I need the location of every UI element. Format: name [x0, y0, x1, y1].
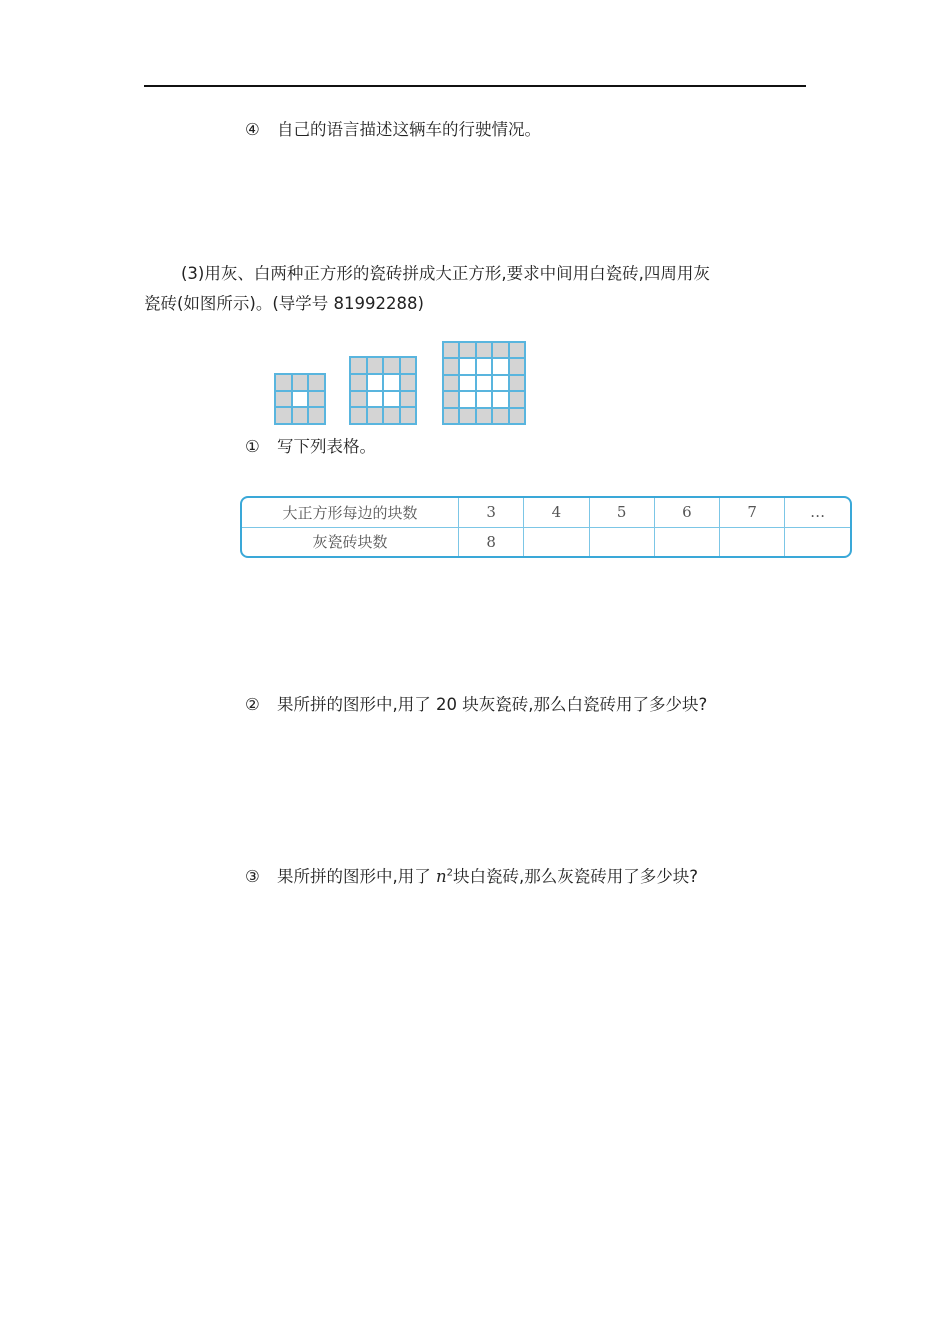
- sub-question-2-text: 果所拼的图形中,用了 20 块灰瓷砖,那么白瓷砖用了多少块?: [277, 695, 708, 714]
- gray-tile: [309, 375, 324, 390]
- white-tile: [493, 376, 507, 390]
- sub-question-3-text-pre: 果所拼的图形中,用了: [277, 867, 436, 886]
- gray-tile: [401, 358, 416, 373]
- white-tile: [460, 359, 474, 373]
- gray-tile: [477, 409, 491, 423]
- table-row: [242, 498, 850, 527]
- gray-tile: [401, 375, 416, 390]
- white-tile: [293, 392, 308, 407]
- gray-tile: [444, 392, 458, 406]
- circled-number-4: ④: [245, 120, 260, 139]
- question-3-line-1: (3)用灰、白两种正方形的瓷砖拼成大正方形,要求中间用白瓷砖,四周用灰: [181, 264, 710, 283]
- header-rule: [144, 85, 806, 87]
- gray-tile: [493, 343, 507, 357]
- gray-tile: [368, 408, 383, 423]
- white-tile: [477, 392, 491, 406]
- table-cell-blank[interactable]: [589, 527, 654, 556]
- sub-question-3-text-post: 块白瓷砖,那么灰瓷砖用了多少块?: [453, 867, 699, 886]
- table-cell-blank[interactable]: [654, 527, 719, 556]
- gray-tile: [368, 358, 383, 373]
- sub-question-1-line: [245, 436, 376, 458]
- tile-square-3x3: [274, 373, 326, 425]
- gray-tile: [444, 376, 458, 390]
- sub-question-1-text: 写下列表格。: [277, 437, 376, 456]
- gray-tile: [477, 343, 491, 357]
- exponent: 2: [446, 867, 454, 879]
- gray-tile: [444, 359, 458, 373]
- gray-tile: [510, 409, 524, 423]
- table-cell: 7: [720, 498, 785, 527]
- white-tile: [477, 359, 491, 373]
- gray-tile: [276, 392, 291, 407]
- tile-square-4x4: [349, 356, 417, 425]
- gray-tile: [384, 358, 399, 373]
- gray-tile: [444, 409, 458, 423]
- circled-number-2: ②: [245, 695, 260, 714]
- sub-question-2-line: [245, 694, 707, 716]
- sub-question-3-line: [245, 866, 698, 888]
- white-tile: [460, 392, 474, 406]
- gray-tile: [351, 408, 366, 423]
- white-tile: [384, 375, 399, 390]
- table-cell: 5: [589, 498, 654, 527]
- table-row: [242, 527, 850, 556]
- gray-tile: [293, 408, 308, 423]
- table-cell: 大正方形每边的块数: [242, 498, 459, 527]
- white-tile: [460, 376, 474, 390]
- white-tile: [493, 359, 507, 373]
- table-cell-blank[interactable]: [720, 527, 785, 556]
- question-4-text: 自己的语言描述这辆车的行驶情况。: [277, 120, 541, 139]
- gray-tile: [510, 392, 524, 406]
- gray-tile: [276, 375, 291, 390]
- gray-tile: [276, 408, 291, 423]
- white-tile: [368, 392, 383, 407]
- table-cell: 6: [654, 498, 719, 527]
- table-cell: 3: [459, 498, 524, 527]
- gray-tile: [384, 408, 399, 423]
- gray-tile: [309, 392, 324, 407]
- gray-tile: [351, 358, 366, 373]
- tile-count-table: [240, 496, 852, 558]
- gray-tile: [510, 376, 524, 390]
- gray-tile: [460, 343, 474, 357]
- gray-tile: [510, 343, 524, 357]
- table-cell: 4: [524, 498, 589, 527]
- table-cell-blank[interactable]: [785, 527, 850, 556]
- white-tile: [493, 392, 507, 406]
- question-4-line: [245, 119, 541, 141]
- gray-tile: [510, 359, 524, 373]
- gray-tile: [401, 392, 416, 407]
- table-cell-blank[interactable]: [524, 527, 589, 556]
- white-tile: [477, 376, 491, 390]
- variable-n: n: [436, 867, 447, 886]
- gray-tile: [493, 409, 507, 423]
- gray-tile: [309, 408, 324, 423]
- table-cell: …: [785, 498, 850, 527]
- white-tile: [384, 392, 399, 407]
- question-3-line-2: 瓷砖(如图所示)。(导学号 81992288): [144, 294, 424, 313]
- gray-tile: [460, 409, 474, 423]
- circled-number-1: ①: [245, 437, 260, 456]
- gray-tile: [444, 343, 458, 357]
- table-cell: 灰瓷砖块数: [242, 527, 459, 556]
- tile-square-5x5: [442, 341, 526, 425]
- gray-tile: [351, 392, 366, 407]
- table-cell: 8: [459, 527, 524, 556]
- gray-tile: [401, 408, 416, 423]
- white-tile: [368, 375, 383, 390]
- gray-tile: [293, 375, 308, 390]
- gray-tile: [351, 375, 366, 390]
- circled-number-3: ③: [245, 867, 260, 886]
